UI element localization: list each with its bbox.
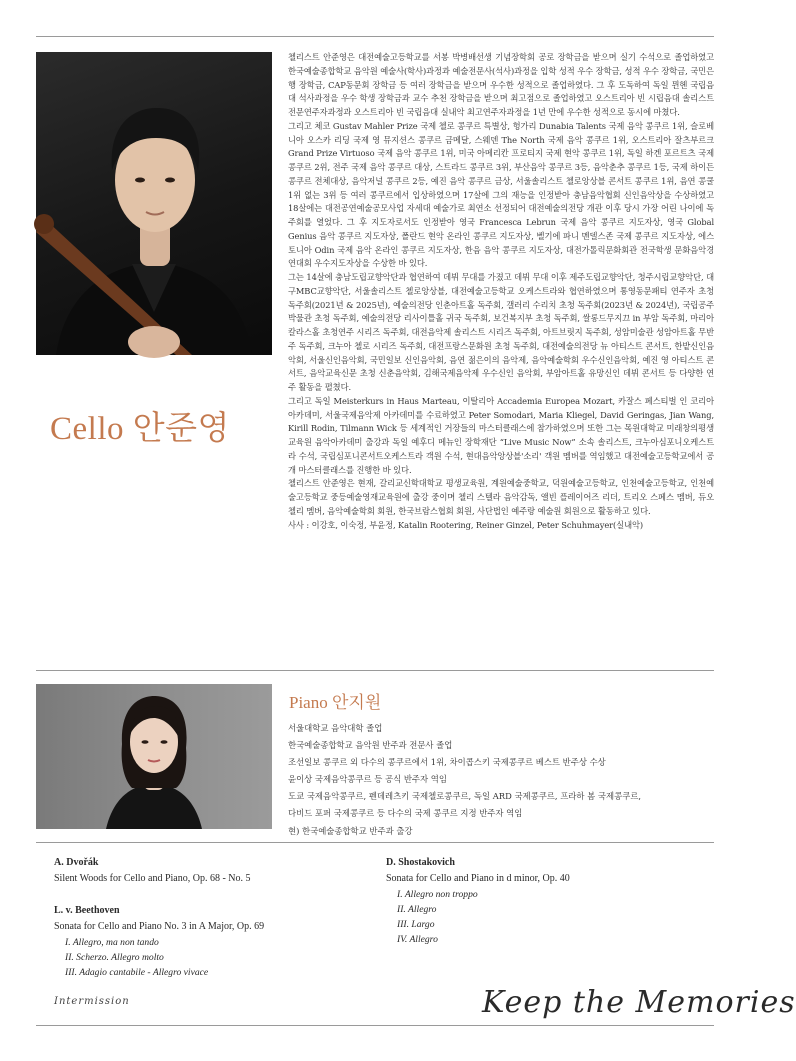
cellist-photo <box>36 52 272 355</box>
program-divider <box>36 842 714 843</box>
pianist-bio <box>288 720 641 840</box>
intermission-label: Intermission <box>54 996 130 1007</box>
movement: IV. Allegro <box>397 934 438 945</box>
bio-line: 조선일보 콩쿠르 외 다수의 콩쿠르에서 1위, 차이콥스키 국제콩쿠르 베스트 반주상 수상 <box>288 757 606 768</box>
pianist-photo <box>36 684 272 829</box>
composer-name: L. v. Beethoven <box>54 905 120 916</box>
bio-line: 윤이상 국제음악콩쿠르 등 공식 반주자 역임 <box>288 774 447 785</box>
bio-paragraph: 그리고 체코 Gustav Mahler Prize 국제 첼로 콩쿠르 특별상, 헝가리 Dunabia Talents 국제 음악 콩쿠르 1위, 슬로베니아 오스카 리딩 국제 영 뮤지션스 콩쿠르 금메달, 스웨덴 The North 국제 음악 콩쿠르 1위, 오스트리아 잘츠부르크 Grand Prize Virtuoso 국제 음악 콩쿠르 1위, 미국 아메리칸 프로티지 국제 현악 콩쿠르 1위, 독일 하겐 포르트츠 국제 콩쿠르 2위, 전주 국제 음악 콩쿠르 대상, 스트라드 콩쿠르 3위, 부산음악 콩쿠르 3등, 음악춘추 콩쿠르 1등, 국제 하이든 콩쿠르 전체대상, 음악저널 콩쿠르 2등, 예진 음악 콩쿠르 금상, 서울솔리스트 첼로앙상블 콘서트 콩쿠르 1위, 음연 콩쿨 1위 없는 3위 등 여러 콩쿠르에서 입상하였으며 17살에 그의 재능을 인정받아 충남음악협회 신인음악상을 수상하였고 18살에는 대전공연예술공모사업 자세대 예술가로 최연소 선정되어 대전예술의전당 개관 이후 당시 가장 어린 나이에 독주회를 열었다. 그 후 지도자로서도 인정받아 영국 Francesca Lebrun 국제 음악 콩쿠르 지도자상, 영국 Global Genius 음악 콩쿠르 지도자상, 폴란드 현악 온라인 콩쿠르 지도자상, 벨기에 파니 멘델스존 국제 콩쿠르 지도자상, 에스토니아 Odin 국제 음악 온라인 콩쿠르 지도자상, 한음 음악 콩쿠르 지도자상, 대전가톨릭문화회관 전국학생 문화음악경연대회 우수지도자상을 수상한 바 있다. <box>288 120 714 269</box>
bio-line: 도쿄 국제음악콩쿠르, 펜데레츠키 국제첼로콩쿠르, 독일 ARD 국제콩쿠르, 프라하 봄 국제콩쿠르, <box>288 791 642 802</box>
movement: II. Scherzo. Allegro molto <box>65 952 164 963</box>
composer-name: D. Shostakovich <box>386 857 455 868</box>
work-title: Sonata for Cello and Piano No. 3 in A Major, Op. 69 <box>54 921 265 932</box>
teachers-line: 사사 : 이강호, 이숙정, 부윤정, Katalin Rootering, Reiner Ginzel, Peter Schuhmayer(실내악) <box>288 519 644 530</box>
bio-paragraph: 첼리스트 안준영은 현재, 갈리교신학대학교 평생교육원, 계원예술중학교, 덕원예술고등학교, 인천예술고등학교, 인천예술고등학교 중등예술영재교육원에 출강 중이며 첼리 스텔라 음악감독, 앨빈 플레이어즈 리더, 트리오 스페스 멤버, 듀오 첼리 멤버, 음악예술학회 회원, 한국브람스협회 회원, 사단법인 예주랑 예술원 회원으로 활동하고 있다. <box>288 478 714 516</box>
program-right-column <box>386 855 570 947</box>
cellist-portrait-icon <box>36 52 272 355</box>
movement: I. Allegro non troppo <box>397 889 478 900</box>
movement: III. Adagio cantabile - Allegro vivace <box>65 967 209 978</box>
program-left-column <box>54 855 264 980</box>
bio-line: 한국예술종합학교 음악원 반주과 전문사 졸업 <box>288 740 453 751</box>
cellist-name: Cello 안준영 <box>50 411 230 447</box>
bottom-divider <box>36 1025 714 1026</box>
footer-title: Keep the Memories <box>482 985 796 1020</box>
movement: II. Allegro <box>397 904 437 915</box>
program-item <box>54 903 264 980</box>
bio-paragraph: 첼리스트 안준영은 대전예술고등학교를 서봉 박병배선생 기념장학회 공로 장학금을 받으며 실기 수석으로 졸업하였고 한국예술종합학교 음악원 예술사(학사)과정과 예술전문사(석사)과정을 입학 성적 우수 장학금, 성적 우수 장학금, 국민은행 장학금, CAP동문회 장학금 등 여러 장학금을 받으며 우수한 성적으로 졸업하였다. 그 후 도독하여 독일 뮌헨 국립음대 석사과정을 우수 학생 장학금과 교수 추천 장학금을 받으며 최고점으로 졸업하였고 오스트리아 빈 시립음대 솔리스트 전문연주자과정과 오스트리아 빈 국립음대 실내악 최고연주자과정을 1년 만에 우수한 성적으로 동시에 마쳤다. <box>288 52 714 117</box>
bio-line: 다비드 포퍼 국제콩쿠르 등 다수의 국제 콩쿠르 지정 반주자 역임 <box>288 808 523 819</box>
bio-line: 서울대학교 음악대학 졸업 <box>288 723 383 733</box>
program-item <box>54 855 264 887</box>
section-divider <box>36 670 714 671</box>
program-item <box>386 855 570 947</box>
bio-line: 현) 한국예술종합학교 반주과 출강 <box>288 825 413 836</box>
work-title: Sonata for Cello and Piano in d minor, Op. 40 <box>386 873 570 884</box>
work-title: Silent Woods for Cello and Piano, Op. 68 - No. 5 <box>54 873 251 884</box>
pianist-name: Piano 안지원 <box>289 693 382 712</box>
bio-paragraph: 그는 14살에 충남도립교향악단과 협연하여 데뷔 무대를 가졌고 데뷔 무대 이후 제주도립교향악단, 청주시립교향악단, 대구MBC교향악단, 서울솔리스트 첼로앙상블, 대전예술고등학교 오케스트라와 협연하였으며 통영동문패티 연주자 초청 독주회(2021년 & 2025년), 예술의전당 인춘아트홀 독주회, 갤러리 수리치 초청 독주회(2023년 & 2024년), 국립공주박물관 초청 독주회, 예술의전당 리사이틀홀 귀국 독주회, 보건복지부 초청 독주회, 쌀롱드무지끄 in 부암 독주회, 마리아칼라스홀 초청연주 시리즈 독주회, 대전음악제 솔리스트 시리즈 독주회, 아트브릿지 독주회, 성암미술관 성암아트홀 무반주 독주회, 크누아 첼로 시리즈 독주회, 대전프랑스문화원 초청 독주회, 대전예술의전당 뉴 아티스트 콘서트, 한밭신인음악회, 서울신인음악회, 국민일보 신인음악회, 음연 젊은이의 음악제, 음악예술학회 우수신인음악회, 예진 영 아티스트 콘서트, 음악교육신문 초청 신춘음악회, 김해국제음악제 우수신인 음악회, 부암아트홀 유망신인 데뷔 콘서트 등 다양한 연주 활동을 펼쳤다. <box>288 272 714 392</box>
bio-paragraph: 그리고 독일 Meisterkurs in Haus Marteau, 이탈리아 Accademia Europea Mozart, 카잘스 페스티벌 인 코리아 아카데미, 서울국제음악제 아카데미를 수료하였고 Peter Somodari, Maria Kliegel, David Geringas, Jian Wang, Kirill Rodin, Tilmann Wick 등 세계적인 거장들의 마스터클래스에 참가하였으며 또한 그는 목원대학교 미래창의평생교육원 음악아카데미 출강과 독일 예후디 메뉴인 장학재단 “Live Music Now” 소속 솔리스트, 크누아심포니오케스트라 수석, 국립심포니콘서트오케스트라 객원 수석, 현대음악앙상블'소리' 객원 멤버를 역임했고 대전예술고등학교에서 공개 마스터클래스를 진행한 바 있다. <box>288 395 714 475</box>
composer-name: A. Dvořák <box>54 857 99 868</box>
pianist-portrait-icon <box>36 684 272 829</box>
movement: III. Largo <box>397 919 435 930</box>
cellist-bio <box>288 51 714 532</box>
movement: I. Allegro, ma non tando <box>65 937 159 948</box>
top-divider <box>36 36 714 37</box>
